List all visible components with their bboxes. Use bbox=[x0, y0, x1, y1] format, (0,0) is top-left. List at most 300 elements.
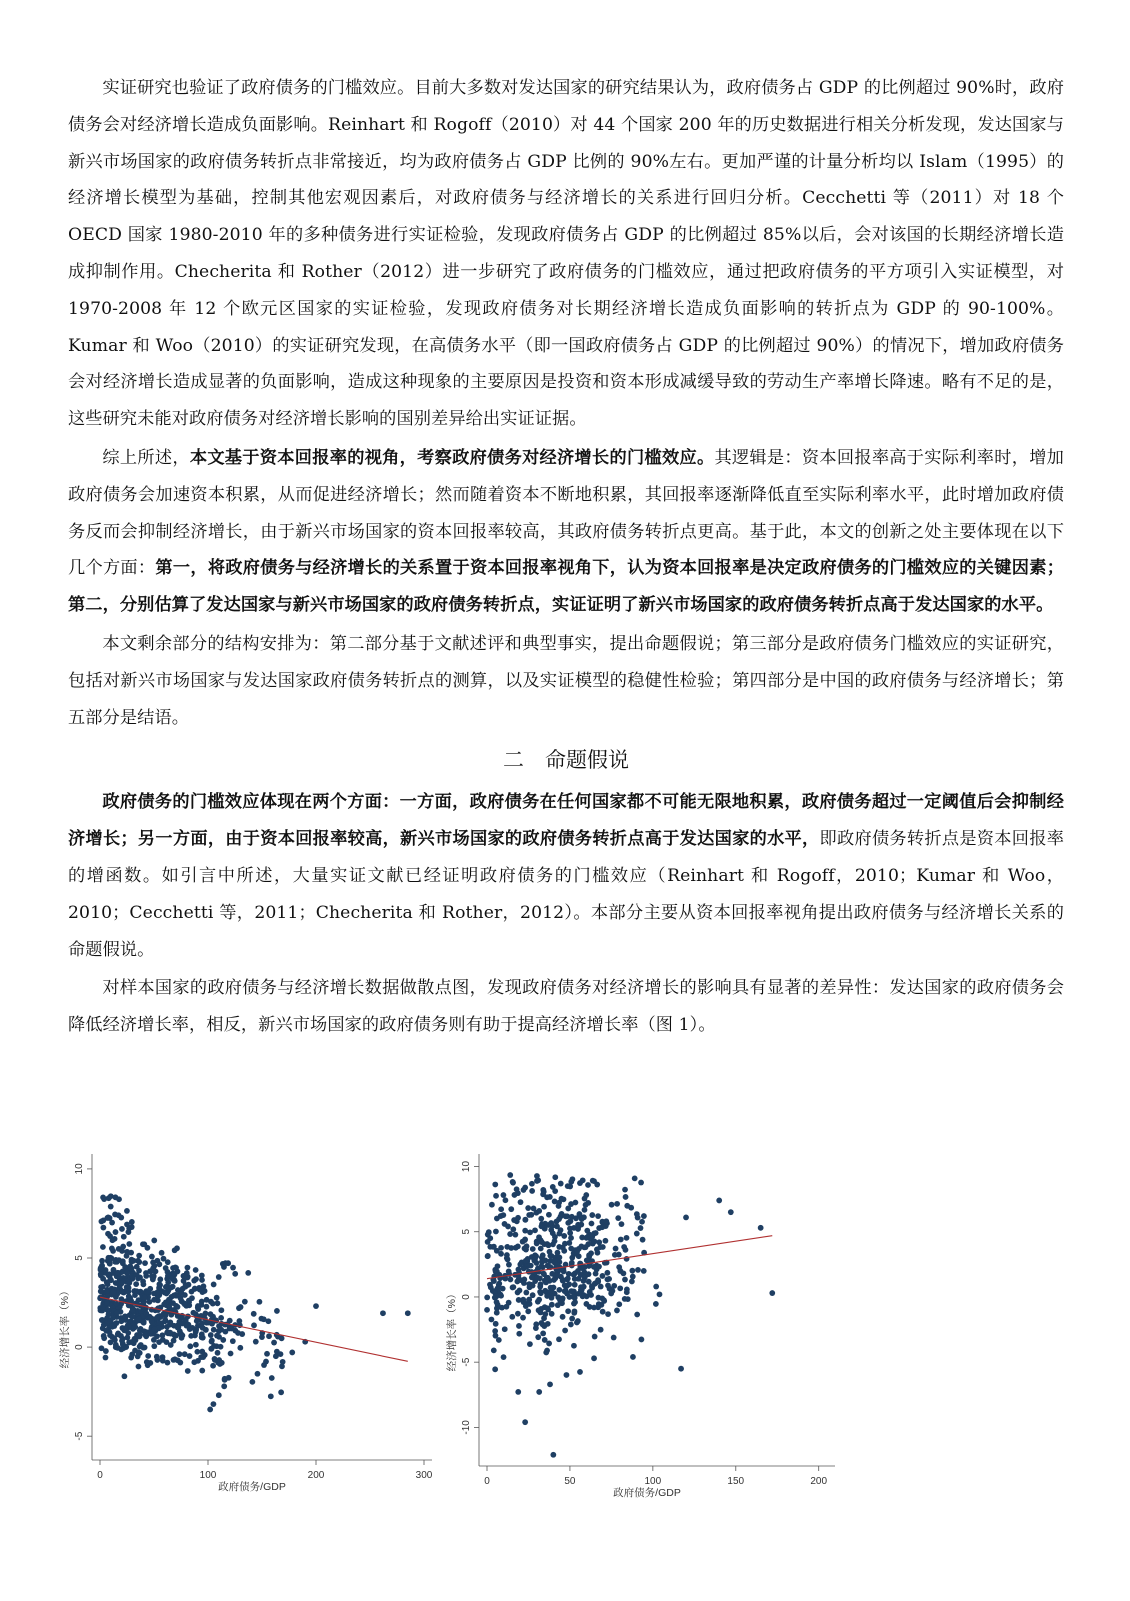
data-point bbox=[161, 1301, 167, 1307]
data-point bbox=[508, 1245, 514, 1251]
data-point bbox=[155, 1305, 161, 1311]
data-point bbox=[563, 1213, 569, 1219]
data-point bbox=[532, 1252, 538, 1258]
data-point bbox=[573, 1200, 579, 1206]
data-point bbox=[132, 1292, 138, 1298]
data-point bbox=[589, 1283, 595, 1289]
data-point bbox=[104, 1288, 110, 1294]
data-point bbox=[569, 1255, 575, 1261]
data-point bbox=[502, 1326, 508, 1332]
data-point bbox=[198, 1354, 204, 1360]
text-run: 即政府债务转折点是资本回报率的增函数。如引言中所述，大量实证文献已经证明政府债务的门槛效应（Reinhart 和 Rogoff，2010；Kumar 和 Woo，2010；Cecchetti 等，2011；Checherita 和 Rother，2012）。本部分主要从资本回报率视角提出政府债务与经济增长关系的命题假说。 bbox=[68, 829, 1065, 960]
data-point bbox=[557, 1231, 563, 1237]
data-point bbox=[209, 1338, 215, 1344]
data-point bbox=[596, 1301, 602, 1307]
data-point bbox=[518, 1199, 524, 1205]
data-point bbox=[657, 1291, 663, 1297]
data-point bbox=[151, 1291, 157, 1297]
data-point bbox=[621, 1270, 627, 1276]
data-point bbox=[678, 1366, 684, 1372]
data-point bbox=[536, 1297, 542, 1303]
data-point bbox=[104, 1300, 110, 1306]
data-point bbox=[535, 1275, 541, 1281]
data-point bbox=[595, 1250, 601, 1256]
x-tick-label: 50 bbox=[564, 1476, 576, 1487]
data-point bbox=[635, 1267, 641, 1273]
data-point bbox=[245, 1270, 251, 1276]
text-run: 第一，将政府债务与经济增长的关系置于资本回报率视角下，认为资本回报率是决定政府债务的门槛效应的关键因素；第二，分别估算了发达国家与新兴市场国家的政府债务转折点，实证证明了新兴市场国家的政府债务转折点高于发达国家的水平。 bbox=[68, 558, 1064, 616]
data-point bbox=[546, 1212, 552, 1218]
data-point bbox=[187, 1343, 193, 1349]
data-point bbox=[164, 1291, 170, 1297]
data-point bbox=[523, 1247, 529, 1253]
data-point bbox=[103, 1328, 109, 1334]
data-point bbox=[562, 1328, 568, 1334]
data-point bbox=[172, 1264, 178, 1270]
data-point bbox=[589, 1212, 595, 1218]
data-point bbox=[115, 1345, 121, 1351]
data-point bbox=[154, 1315, 160, 1321]
figure-1 bbox=[59, 1146, 1068, 1526]
text-run: 实证研究也验证了政府债务的门槛效应。目前大多数对发达国家的研究结果认为，政府债务占 GDP 的比例超过 90%时，政府债务会对经济增长造成负面影响。Reinhart 和 Rogoff（2010）对 44 个国家 200 年的历史数据进行相关分析发现，发达国家与新兴市场国家的政府债务转折点非常接近，均为政府债务占 GDP 比例的 90%左右。更加严谨的计量分析均以 Islam（1995）的经济增长模型为基础，控制其他宏观因素后，对政府债务与经济增长的关系进行回归分析。Cecchetti 等（2011）对 18 个 OECD 国家 1980-2010 年的多种债务进行实证检验，发现政府债务占 GDP 的比例超过 85%以后，会对该国的长期经济增长造成抑制作用。Checherita 和 Rother（2012）进一步研究了政府债务的门槛效应，通过把政府债务的平方项引入实证模型，对 1970-2008 年 12 个欧元区国家的实证检验，发现政府债务对长期经济增长造成负面影响的转折点为 GDP 的 90-100%。Kumar 和 Woo（2010）的实证研究发现，在高债务水平（即一国政府债务占 GDP 的比例超过 90%）的情况下，增加政府债务会对经济增长造成显著的负面影响，造成这种现象的主要原因是投资和资本形成减缓导致的劳动生产率增长降速。略有不足的是，这些研究未能对政府债务对经济增长影响的国别差异给出实证证据。 bbox=[68, 78, 1064, 430]
data-point bbox=[526, 1297, 532, 1303]
data-point bbox=[150, 1259, 156, 1265]
data-point bbox=[538, 1290, 544, 1296]
data-point bbox=[230, 1265, 236, 1271]
data-point bbox=[572, 1308, 578, 1314]
data-point bbox=[507, 1231, 513, 1237]
paragraph-1 bbox=[68, 70, 1064, 438]
data-point bbox=[616, 1264, 622, 1270]
data-point bbox=[629, 1268, 635, 1274]
data-point bbox=[211, 1401, 217, 1407]
data-point bbox=[535, 1334, 541, 1340]
x-axis-label: 政府债务/GDP bbox=[218, 1481, 286, 1493]
data-point bbox=[193, 1267, 199, 1273]
data-point bbox=[177, 1351, 183, 1357]
data-point bbox=[544, 1293, 550, 1299]
data-point bbox=[230, 1338, 236, 1344]
data-point bbox=[492, 1182, 498, 1188]
data-point bbox=[100, 1305, 106, 1311]
data-point bbox=[106, 1256, 112, 1262]
data-point bbox=[579, 1235, 585, 1241]
data-point bbox=[99, 1345, 105, 1351]
data-point bbox=[212, 1356, 218, 1362]
data-point bbox=[540, 1331, 546, 1337]
data-point bbox=[211, 1282, 217, 1288]
data-point bbox=[605, 1276, 611, 1282]
data-point bbox=[313, 1303, 319, 1309]
data-point bbox=[589, 1221, 595, 1227]
data-point bbox=[485, 1253, 491, 1259]
data-point bbox=[521, 1280, 527, 1286]
paragraph-2 bbox=[68, 440, 1064, 624]
data-point bbox=[562, 1282, 568, 1288]
data-point bbox=[149, 1319, 155, 1325]
data-point bbox=[136, 1253, 142, 1259]
data-point bbox=[214, 1333, 220, 1339]
data-point bbox=[586, 1271, 592, 1277]
data-point bbox=[156, 1339, 162, 1345]
y-tick-label: -5 bbox=[74, 1431, 85, 1441]
data-point bbox=[491, 1244, 497, 1250]
y-tick-label: 10 bbox=[461, 1160, 472, 1173]
data-point bbox=[544, 1194, 550, 1200]
data-point bbox=[124, 1270, 130, 1276]
y-tick-label: 5 bbox=[461, 1228, 472, 1235]
data-point bbox=[525, 1205, 531, 1211]
data-point bbox=[567, 1230, 573, 1236]
text-run: 政府债务的门槛效应体现在两个方面：一方面，政府债务在任何国家都不可能无限地积累，政府债务超过一定阈值后会抑制经济增长；另一方面，由于资本回报率较高，新兴市场国家的政府债务转折点高于发达国家的水平， bbox=[68, 792, 1064, 850]
plot-area bbox=[479, 1154, 835, 1466]
section-heading: 二 命题假说 bbox=[503, 748, 629, 773]
data-point bbox=[540, 1322, 546, 1328]
data-point bbox=[199, 1368, 205, 1374]
data-point bbox=[612, 1252, 618, 1258]
data-point bbox=[487, 1235, 493, 1241]
data-point bbox=[105, 1231, 111, 1237]
data-point bbox=[641, 1213, 647, 1219]
data-point bbox=[556, 1287, 562, 1293]
data-point bbox=[492, 1366, 498, 1372]
data-point bbox=[172, 1278, 178, 1284]
data-point bbox=[514, 1186, 520, 1192]
data-point bbox=[223, 1329, 229, 1335]
data-point bbox=[122, 1373, 128, 1379]
data-point bbox=[603, 1218, 609, 1224]
data-point bbox=[565, 1276, 571, 1282]
data-point bbox=[150, 1277, 156, 1283]
data-point bbox=[249, 1379, 255, 1385]
data-point bbox=[769, 1290, 775, 1296]
data-point bbox=[269, 1375, 275, 1381]
data-point bbox=[222, 1376, 228, 1382]
data-point bbox=[120, 1258, 126, 1264]
data-point bbox=[124, 1208, 130, 1214]
y-tick-label: 10 bbox=[74, 1163, 85, 1175]
data-point bbox=[219, 1360, 225, 1366]
data-point bbox=[570, 1294, 576, 1300]
data-point bbox=[624, 1235, 630, 1241]
data-point bbox=[261, 1316, 267, 1322]
data-point bbox=[536, 1389, 542, 1395]
paragraph-3 bbox=[68, 626, 1064, 736]
x-tick-label: 0 bbox=[97, 1470, 103, 1481]
data-point bbox=[546, 1242, 552, 1248]
data-point bbox=[149, 1254, 155, 1260]
data-point bbox=[99, 1219, 105, 1225]
data-point bbox=[166, 1304, 172, 1310]
x-tick-label: 100 bbox=[199, 1470, 217, 1481]
data-point bbox=[152, 1326, 158, 1332]
data-point bbox=[209, 1346, 215, 1352]
data-point bbox=[109, 1324, 115, 1330]
data-point bbox=[567, 1184, 573, 1190]
data-point bbox=[493, 1229, 499, 1235]
data-point bbox=[552, 1238, 558, 1244]
scatter-developed-svg bbox=[59, 1146, 443, 1526]
data-point bbox=[555, 1250, 561, 1256]
data-point bbox=[525, 1308, 531, 1314]
data-point bbox=[159, 1250, 165, 1256]
data-point bbox=[516, 1297, 522, 1303]
data-point bbox=[545, 1263, 551, 1269]
data-point bbox=[178, 1331, 184, 1337]
data-point bbox=[529, 1188, 535, 1194]
data-point bbox=[559, 1196, 565, 1202]
data-point bbox=[493, 1321, 499, 1327]
data-point bbox=[129, 1224, 135, 1230]
data-point bbox=[251, 1322, 257, 1328]
data-point bbox=[530, 1292, 536, 1298]
data-point bbox=[157, 1276, 163, 1282]
data-point bbox=[561, 1248, 567, 1254]
data-point bbox=[522, 1419, 528, 1425]
data-point bbox=[531, 1206, 537, 1212]
data-point bbox=[501, 1192, 507, 1198]
text-run: 本文基于资本回报率的视角，考察政府债务对经济增长的门槛效应。 bbox=[189, 447, 715, 468]
data-point bbox=[105, 1214, 111, 1220]
data-point bbox=[546, 1341, 552, 1347]
data-point bbox=[505, 1257, 511, 1263]
data-point bbox=[154, 1333, 160, 1339]
data-point bbox=[528, 1212, 534, 1218]
data-point bbox=[512, 1192, 518, 1198]
data-point bbox=[182, 1301, 188, 1307]
data-point bbox=[568, 1246, 574, 1252]
data-point bbox=[101, 1196, 107, 1202]
data-point bbox=[191, 1278, 197, 1284]
data-point bbox=[113, 1194, 119, 1200]
data-point bbox=[261, 1362, 267, 1368]
data-point bbox=[634, 1231, 640, 1237]
data-point bbox=[98, 1271, 104, 1277]
data-point bbox=[550, 1184, 556, 1190]
data-point bbox=[529, 1274, 535, 1280]
data-point bbox=[551, 1277, 557, 1283]
data-point bbox=[538, 1309, 544, 1315]
data-point bbox=[510, 1226, 516, 1232]
data-point bbox=[135, 1349, 141, 1355]
data-point bbox=[150, 1267, 156, 1273]
data-point bbox=[523, 1290, 529, 1296]
paragraph-5 bbox=[68, 970, 1064, 1044]
data-point bbox=[268, 1393, 274, 1399]
data-point bbox=[517, 1262, 523, 1268]
data-point bbox=[683, 1214, 689, 1220]
data-point bbox=[103, 1355, 109, 1361]
data-point bbox=[571, 1272, 577, 1278]
data-point bbox=[177, 1360, 183, 1366]
data-point bbox=[119, 1281, 125, 1287]
data-point bbox=[167, 1330, 173, 1336]
data-point bbox=[199, 1334, 205, 1340]
data-point bbox=[264, 1351, 270, 1357]
data-point bbox=[501, 1354, 507, 1360]
data-point bbox=[515, 1311, 521, 1317]
data-point bbox=[112, 1236, 118, 1242]
data-point bbox=[289, 1350, 295, 1356]
data-point bbox=[622, 1296, 628, 1302]
data-point bbox=[548, 1220, 554, 1226]
data-point bbox=[495, 1286, 501, 1292]
data-point bbox=[591, 1178, 597, 1184]
data-point bbox=[598, 1327, 604, 1333]
data-point bbox=[238, 1304, 244, 1310]
y-tick-label: 0 bbox=[74, 1344, 85, 1350]
data-point bbox=[565, 1308, 571, 1314]
data-point bbox=[221, 1383, 227, 1389]
data-point bbox=[570, 1176, 576, 1182]
data-point bbox=[527, 1341, 533, 1347]
data-point bbox=[556, 1336, 562, 1342]
data-point bbox=[550, 1452, 556, 1458]
data-point bbox=[165, 1273, 171, 1279]
data-point bbox=[169, 1284, 175, 1290]
data-point bbox=[543, 1258, 549, 1264]
data-point bbox=[218, 1315, 224, 1321]
y-tick-label: -5 bbox=[461, 1357, 472, 1367]
data-point bbox=[98, 1265, 104, 1271]
data-point bbox=[508, 1277, 514, 1283]
data-point bbox=[126, 1340, 132, 1346]
data-point bbox=[638, 1225, 644, 1231]
data-point bbox=[506, 1262, 512, 1268]
x-tick-label: 300 bbox=[415, 1470, 433, 1481]
data-point bbox=[115, 1331, 121, 1337]
data-point bbox=[515, 1290, 521, 1296]
data-point bbox=[251, 1311, 257, 1317]
data-point bbox=[564, 1372, 570, 1378]
data-point bbox=[107, 1318, 113, 1324]
data-point bbox=[623, 1247, 629, 1253]
data-point bbox=[266, 1333, 272, 1339]
data-point bbox=[199, 1349, 205, 1355]
data-point bbox=[156, 1320, 162, 1326]
data-point bbox=[151, 1238, 157, 1244]
scatter-emerging bbox=[446, 1146, 845, 1526]
data-point bbox=[175, 1322, 181, 1328]
data-point bbox=[496, 1337, 502, 1343]
data-point bbox=[204, 1304, 210, 1310]
data-point bbox=[601, 1297, 607, 1303]
data-point bbox=[181, 1278, 187, 1284]
data-point bbox=[130, 1314, 136, 1320]
data-point bbox=[121, 1234, 127, 1240]
data-point bbox=[582, 1207, 588, 1213]
data-point bbox=[591, 1355, 597, 1361]
data-point bbox=[185, 1322, 191, 1328]
data-point bbox=[569, 1316, 575, 1322]
data-point bbox=[623, 1194, 629, 1200]
data-point bbox=[279, 1363, 285, 1369]
data-point bbox=[500, 1212, 506, 1218]
data-point bbox=[278, 1351, 284, 1357]
data-point bbox=[132, 1336, 138, 1342]
data-point bbox=[141, 1345, 147, 1351]
data-point bbox=[629, 1279, 635, 1285]
data-point bbox=[572, 1282, 578, 1288]
data-point bbox=[202, 1288, 208, 1294]
data-point bbox=[516, 1331, 522, 1337]
data-point bbox=[129, 1265, 135, 1271]
y-tick-label: -10 bbox=[461, 1420, 472, 1435]
data-point bbox=[98, 1288, 104, 1294]
data-point bbox=[136, 1364, 142, 1370]
data-point bbox=[216, 1274, 222, 1280]
data-point bbox=[493, 1193, 499, 1199]
data-point bbox=[141, 1281, 147, 1287]
data-point bbox=[549, 1311, 555, 1317]
data-point bbox=[584, 1257, 590, 1263]
x-tick-label: 0 bbox=[484, 1476, 490, 1487]
data-point bbox=[242, 1299, 248, 1305]
data-point bbox=[558, 1274, 564, 1280]
data-point bbox=[489, 1317, 495, 1323]
data-point bbox=[108, 1339, 114, 1345]
data-point bbox=[100, 1244, 106, 1250]
data-point bbox=[194, 1318, 200, 1324]
data-point bbox=[605, 1311, 611, 1317]
data-point bbox=[529, 1181, 535, 1187]
data-point bbox=[185, 1265, 191, 1271]
data-point bbox=[193, 1342, 199, 1348]
data-point bbox=[134, 1272, 140, 1278]
data-point bbox=[639, 1337, 645, 1343]
data-point bbox=[116, 1212, 122, 1218]
data-point bbox=[274, 1308, 280, 1314]
data-point bbox=[532, 1227, 538, 1233]
data-point bbox=[534, 1241, 540, 1247]
data-point bbox=[521, 1187, 527, 1193]
data-point bbox=[214, 1295, 220, 1301]
data-point bbox=[195, 1306, 201, 1312]
data-point bbox=[611, 1283, 617, 1289]
data-point bbox=[143, 1270, 149, 1276]
paragraph-4 bbox=[68, 784, 1064, 968]
data-point bbox=[203, 1311, 209, 1317]
data-point bbox=[503, 1197, 509, 1203]
data-point bbox=[541, 1271, 547, 1277]
data-point bbox=[207, 1407, 213, 1413]
data-point bbox=[584, 1228, 590, 1234]
data-point bbox=[119, 1289, 125, 1295]
data-point bbox=[199, 1277, 205, 1283]
scatter-developed bbox=[59, 1146, 443, 1526]
data-point bbox=[167, 1297, 173, 1303]
data-point bbox=[616, 1301, 622, 1307]
data-point bbox=[516, 1323, 522, 1329]
data-point bbox=[523, 1258, 529, 1264]
x-tick-label: 200 bbox=[307, 1470, 325, 1481]
data-point bbox=[127, 1295, 133, 1301]
data-point bbox=[130, 1307, 136, 1313]
text-run: 对样本国家的政府债务与经济增长数据做散点图，发现政府债务对经济增长的影响具有显著的差异性：发达国家的政府债务会降低经济增长率，相反，新兴市场国家的政府债务则有助于提高经济增长率（图 1）。 bbox=[68, 978, 1064, 1036]
data-point bbox=[192, 1286, 198, 1292]
text-run: 其逻辑是：资本回报率高于实际利率时，增加政府债务会加速资本积累，从而促进经济增长；然而随着资本不断地积累，其回报率逐渐降低直至实际利率水平，此时增加政府债务反而会抑制经济增长，由于新兴市场国家的资本回报率较高，其政府债务转折点更高。基于此，本文的创新之处主要体现在以下几个方面： bbox=[68, 447, 1064, 579]
data-point bbox=[572, 1299, 578, 1305]
data-point bbox=[538, 1216, 544, 1222]
data-point bbox=[603, 1238, 609, 1244]
data-point bbox=[210, 1363, 216, 1369]
data-point bbox=[585, 1182, 591, 1188]
data-point bbox=[131, 1258, 137, 1264]
data-point bbox=[630, 1354, 636, 1360]
x-tick-label: 150 bbox=[727, 1476, 745, 1487]
x-axis-label: 政府债务/GDP bbox=[613, 1487, 681, 1499]
data-point bbox=[173, 1292, 179, 1298]
